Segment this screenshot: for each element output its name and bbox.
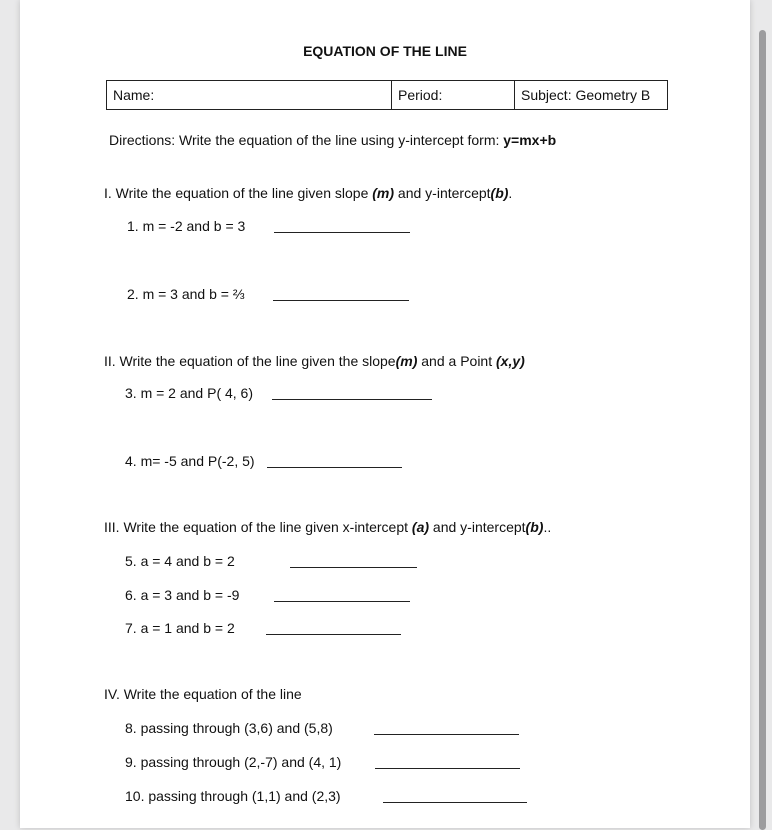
answer-blank-6[interactable]	[274, 601, 410, 602]
answer-blank-7[interactable]	[266, 634, 401, 635]
section-1-heading-mid: and y-intercept	[394, 185, 491, 201]
name-cell	[107, 81, 392, 109]
period-label: Period:	[398, 87, 443, 103]
answer-blank-10[interactable]	[383, 802, 527, 803]
name-label: Name:	[113, 87, 155, 103]
directions-text: Directions: Write the equation of the line using y-intercept form:	[109, 132, 504, 148]
problem-3: 3. m = 2 and P( 4, 6)	[125, 385, 254, 401]
section-1-heading-suffix: .	[508, 185, 513, 201]
intercept-variable: (b)	[490, 185, 509, 201]
vertical-scrollbar[interactable]	[759, 30, 766, 830]
worksheet-page	[20, 0, 750, 828]
subject-cell	[515, 81, 667, 109]
section-3-heading-suffix: ..	[543, 519, 552, 535]
directions	[109, 132, 556, 148]
answer-blank-9[interactable]	[375, 768, 520, 769]
section-1-heading	[104, 185, 512, 201]
answer-blank-3[interactable]	[272, 399, 432, 400]
page-title: EQUATION OF THE LINE	[303, 43, 467, 59]
problem-8: 8. passing through (3,6) and (5,8)	[125, 720, 333, 736]
answer-blank-8[interactable]	[374, 734, 519, 735]
intercept-variable: (b)	[525, 519, 544, 535]
section-3-heading-mid: and y-intercept	[429, 519, 526, 535]
section-1-heading-text: I. Write the equation of the line given slope	[104, 185, 373, 201]
section-4-heading: IV. Write the equation of the line	[104, 686, 302, 702]
slope-variable: (m)	[395, 353, 418, 369]
point-variable: (x,y)	[496, 353, 525, 369]
problem-7: 7. a = 1 and b = 2	[125, 620, 235, 636]
problem-5: 5. a = 4 and b = 2	[125, 553, 235, 569]
problem-1: 1. m = -2 and b = 3	[127, 218, 246, 234]
problem-2: 2. m = 3 and b = ⅔	[127, 286, 245, 302]
directions-formula: y=mx+b	[503, 132, 557, 148]
problem-4: 4. m= -5 and P(-2, 5)	[125, 453, 255, 469]
student-info-table	[106, 80, 668, 110]
x-intercept-variable: (a)	[411, 519, 430, 535]
answer-blank-2[interactable]	[273, 300, 409, 301]
answer-blank-5[interactable]	[290, 567, 417, 568]
section-2-heading-mid: and a Point	[417, 353, 496, 369]
slope-variable: (m)	[372, 185, 395, 201]
problem-9: 9. passing through (2,-7) and (4, 1)	[125, 754, 342, 770]
answer-blank-1[interactable]	[274, 232, 410, 233]
section-2-heading-text: II. Write the equation of the line given the slope	[104, 353, 396, 369]
section-2-heading	[104, 353, 525, 369]
problem-10: 10. passing through (1,1) and (2,3)	[125, 788, 341, 804]
problem-6: 6. a = 3 and b = -9	[125, 587, 240, 603]
section-3-heading-text: III. Write the equation of the line given x-intercept	[104, 519, 412, 535]
answer-blank-4[interactable]	[267, 467, 402, 468]
period-cell	[392, 81, 515, 109]
subject-label: Subject: Geometry B	[521, 87, 651, 103]
section-3-heading	[104, 519, 551, 535]
